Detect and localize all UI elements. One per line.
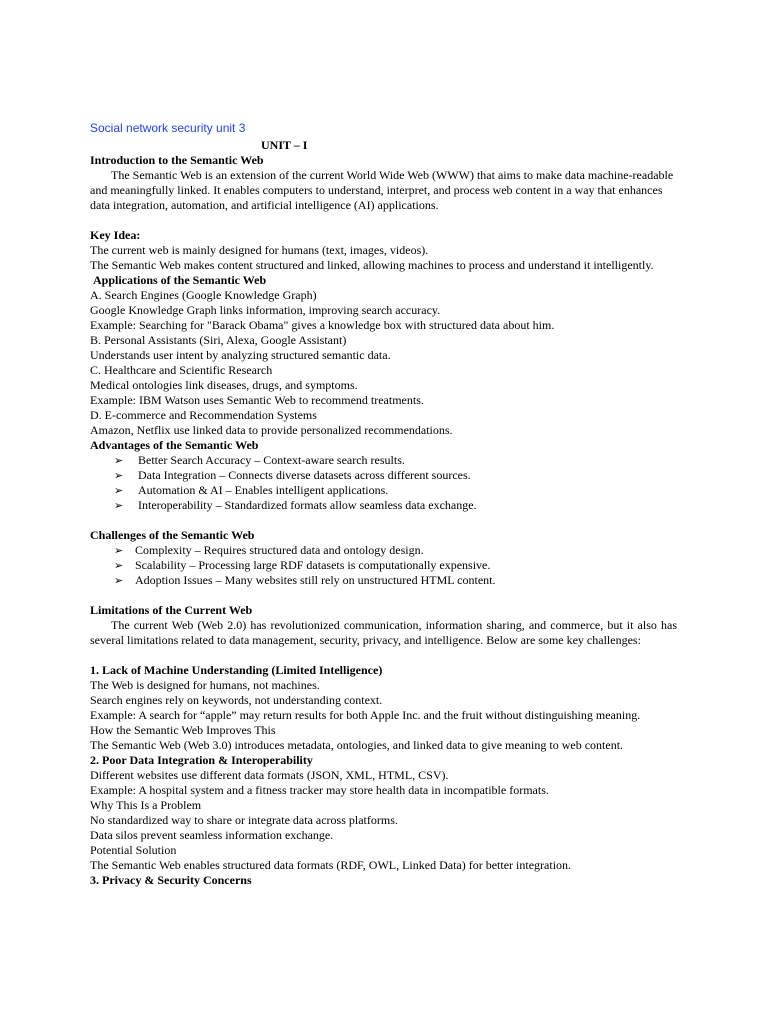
applications-line: Example: IBM Watson uses Semantic Web to recommend treatments. xyxy=(90,393,424,407)
applications-heading: Applications of the Semantic Web xyxy=(93,273,267,287)
advantages-heading: Advantages of the Semantic Web xyxy=(90,438,259,452)
section2-line: The Semantic Web enables structured data formats (RDF, OWL, Linked Data) for better integration. xyxy=(90,858,572,872)
document-title: Social network security unit 3 xyxy=(90,121,246,135)
key-idea-line: The Semantic Web makes content structured and linked, allowing machines to process and understand it intelligently. xyxy=(90,258,654,272)
section2-line: Data silos prevent seamless information exchange. xyxy=(90,828,334,842)
limitations-heading: Limitations of the Current Web xyxy=(90,603,253,617)
section2-line: Example: A hospital system and a fitness tracker may store health data in incompatible formats. xyxy=(90,783,549,797)
document-page xyxy=(90,121,677,888)
list-item xyxy=(114,498,677,513)
intro-heading: Introduction to the Semantic Web xyxy=(90,153,264,167)
challenges-list xyxy=(90,543,677,588)
arrow-bullet-icon: ➢ xyxy=(114,574,124,587)
section2-line: Potential Solution xyxy=(90,843,177,857)
arrow-bullet-icon: ➢ xyxy=(114,454,124,467)
section2-heading: 2. Poor Data Integration & Interoperability xyxy=(90,753,313,767)
section1-line: Search engines rely on keywords, not understanding context. xyxy=(90,693,383,707)
arrow-bullet-icon: ➢ xyxy=(114,559,124,572)
list-item-text: Scalability – Processing large RDF datasets is computationally expensive. xyxy=(135,558,491,572)
section1-line: How the Semantic Web Improves This xyxy=(90,723,276,737)
section1-line: The Web is designed for humans, not machines. xyxy=(90,678,320,692)
section2-line: No standardized way to share or integrate data across platforms. xyxy=(90,813,398,827)
key-idea-line: The current web is mainly designed for humans (text, images, videos). xyxy=(90,243,429,257)
applications-line: Example: Searching for "Barack Obama" gives a knowledge box with structured data about him. xyxy=(90,318,555,332)
list-item-text: Automation & AI – Enables intelligent applications. xyxy=(138,483,389,497)
list-item-text: Better Search Accuracy – Context-aware search results. xyxy=(138,453,405,467)
spacer xyxy=(90,513,677,528)
arrow-bullet-icon: ➢ xyxy=(114,484,124,497)
list-item-text: Interoperability – Standardized formats allow seamless data exchange. xyxy=(138,498,477,512)
unit-title: UNIT – I xyxy=(261,138,308,152)
list-item xyxy=(114,543,677,558)
advantages-list xyxy=(90,453,677,513)
list-item xyxy=(114,453,677,468)
section2-line: Different websites use different data formats (JSON, XML, HTML, CSV). xyxy=(90,768,449,782)
section3-heading: 3. Privacy & Security Concerns xyxy=(90,873,252,887)
applications-line: Medical ontologies link diseases, drugs, and symptoms. xyxy=(90,378,358,392)
list-item xyxy=(114,483,677,498)
applications-line: A. Search Engines (Google Knowledge Graph) xyxy=(90,288,317,302)
key-idea-heading: Key Idea: xyxy=(90,228,141,242)
applications-line: Understands user intent by analyzing structured semantic data. xyxy=(90,348,391,362)
list-item-text: Complexity – Requires structured data and ontology design. xyxy=(135,543,424,557)
limitations-paragraph: The current Web (Web 2.0) has revolutionized communication, information sharing, and commerce, but it also has several limitations related to data management, security, privacy, and intelligence. Below are some key challenges: xyxy=(90,618,677,647)
arrow-bullet-icon: ➢ xyxy=(114,544,124,557)
applications-line: B. Personal Assistants (Siri, Alexa, Google Assistant) xyxy=(90,333,347,347)
list-item-text: Data Integration – Connects diverse datasets across different sources. xyxy=(138,468,471,482)
list-item xyxy=(114,573,677,588)
applications-line: Google Knowledge Graph links information, improving search accuracy. xyxy=(90,303,441,317)
arrow-bullet-icon: ➢ xyxy=(114,469,124,482)
list-item-text: Adoption Issues – Many websites still rely on unstructured HTML content. xyxy=(135,573,496,587)
section1-line: Example: A search for “apple” may return results for both Apple Inc. and the fruit without distinguishing meaning. xyxy=(90,708,641,722)
challenges-heading: Challenges of the Semantic Web xyxy=(90,528,255,542)
applications-line: C. Healthcare and Scientific Research xyxy=(90,363,273,377)
spacer xyxy=(90,648,677,663)
section2-line: Why This Is a Problem xyxy=(90,798,202,812)
applications-line: Amazon, Netflix use linked data to provide personalized recommendations. xyxy=(90,423,453,437)
spacer xyxy=(90,213,677,228)
section1-heading: 1. Lack of Machine Understanding (Limited Intelligence) xyxy=(90,663,383,677)
section1-line: The Semantic Web (Web 3.0) introduces metadata, ontologies, and linked data to give meaning to web content. xyxy=(90,738,624,752)
intro-paragraph: The Semantic Web is an extension of the current World Wide Web (WWW) that aims to make data machine-readable and meaningfully linked. It enables computers to understand, interpret, and process web content in a way that enhances data integration, automation, and artificial intelligence (AI) applications. xyxy=(90,168,674,212)
arrow-bullet-icon: ➢ xyxy=(114,499,124,512)
spacer xyxy=(90,588,677,603)
list-item xyxy=(114,468,677,483)
list-item xyxy=(114,558,677,573)
applications-line: D. E-commerce and Recommendation Systems xyxy=(90,408,317,422)
